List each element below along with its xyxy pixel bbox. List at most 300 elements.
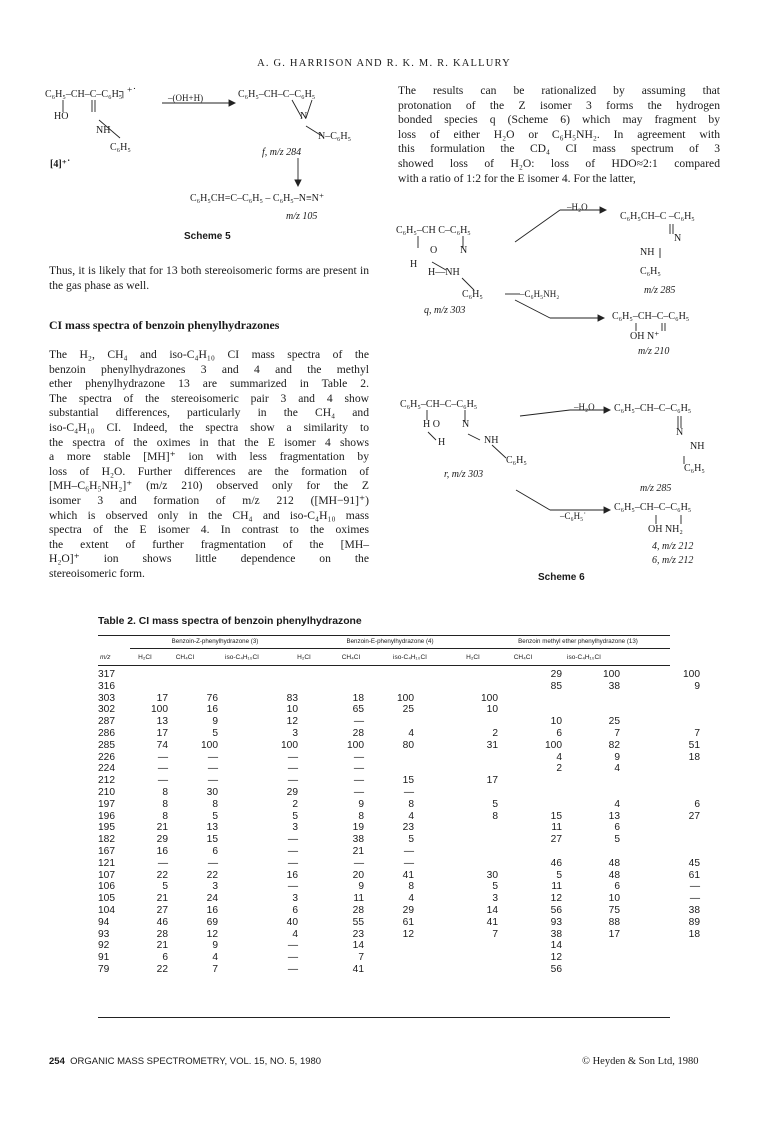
table-cell: [422, 858, 512, 870]
table-cell: 69: [206, 916, 218, 928]
table-cell: 29: [286, 786, 298, 798]
table-cell: 10: [486, 704, 498, 716]
left-para-2-line: isomer 3 and formation of m/z 212 ([MH−91]⁺): [49, 493, 369, 507]
table-cell: —: [403, 786, 414, 798]
scheme5-product-f-line1: C₆H₅–CH–C–C₆H₅: [238, 89, 316, 100]
table-cell: 30: [486, 869, 498, 881]
table-cell: 9: [694, 680, 700, 692]
table-column-header: m/z: [100, 654, 111, 661]
left-para-2-line: iso-C₄H₁₀ CI. Indeed, the spectra show a similarity to: [49, 420, 369, 434]
table-cell: 4: [292, 928, 298, 940]
scheme6-p212-line2: OH NH₂: [648, 524, 683, 535]
right-para-line: loss of either H₂O or C₆H₅NH₂. In agreement with: [398, 127, 720, 141]
table-cell: 14: [550, 940, 562, 952]
table-cell-mz: 104: [98, 904, 115, 916]
table-cell: [226, 669, 312, 681]
table-cell: 8: [408, 798, 414, 810]
table-cell: 100: [481, 692, 498, 704]
table-cell: —: [287, 963, 298, 975]
table-cell-mz: 92: [98, 940, 110, 952]
table-cell: 22: [156, 869, 168, 881]
table-cell: [422, 752, 512, 764]
footer-page-number: 254: [49, 1056, 65, 1067]
table-cell: [628, 846, 714, 858]
table-cell: —: [287, 940, 298, 952]
table-row: [98, 822, 714, 834]
right-para-line: showed loss of H₂O: loss of HDO≈2:1 compared: [398, 156, 720, 170]
table-cell: 16: [206, 904, 218, 916]
table-cell-mz: 106: [98, 881, 115, 893]
table-cell: 88: [608, 916, 620, 928]
scheme6-r-h: H: [438, 437, 446, 448]
table-cell-mz: 197: [98, 798, 115, 810]
scheme6-p210-line2: OH N⁺: [630, 331, 660, 342]
table-cell: 85: [550, 680, 562, 692]
table-row: [98, 952, 714, 964]
table-cell: 100: [545, 739, 562, 751]
table-cell: —: [353, 857, 364, 869]
right-para-line: protonation of the Z isomer 3 forms the hydrogen: [398, 98, 720, 112]
scheme6-arrow-c6h5nh2: –C₆H₅NH₂: [520, 289, 560, 299]
table-cell: 93: [550, 916, 562, 928]
table-cell: 5: [212, 727, 218, 739]
table-cell: 38: [688, 904, 700, 916]
table-row: [98, 704, 714, 716]
table-cell: —: [287, 834, 298, 846]
table-cell: 31: [486, 739, 498, 751]
scheme5-reactant-radical: ┐⁺˙: [119, 86, 137, 98]
table-cell: [512, 787, 570, 799]
table-row: [98, 763, 714, 775]
table-cell: 17: [156, 692, 168, 704]
table-column-header: iso-C₄H₁₀CI: [225, 654, 259, 661]
table-group-e: Benzoin-E-phenylhydrazone (4): [346, 638, 434, 645]
table-cell: [512, 704, 570, 716]
table-cell: —: [353, 716, 364, 728]
table-cell: 9: [212, 940, 218, 952]
table-cell: [570, 846, 628, 858]
table-cell: 17: [486, 775, 498, 787]
table-row: [98, 917, 714, 929]
table-cell: 21: [156, 822, 168, 834]
table-cell: 13: [206, 822, 218, 834]
table-cell: 4: [212, 952, 218, 964]
table-cell: 82: [608, 739, 620, 751]
scheme6-r-ho: H O: [423, 419, 440, 430]
table-cell: 74: [156, 739, 168, 751]
table-row: [98, 940, 714, 952]
scheme5-reactant-line1: C₆H₅–CH–C–C₆H₅: [45, 89, 123, 100]
table-cell: —: [287, 751, 298, 763]
footer-right: © Heyden & Son Ltd, 1980: [582, 1056, 699, 1067]
table-cell: [628, 940, 714, 952]
table-cell: 4: [614, 798, 620, 810]
table-cell: [372, 716, 422, 728]
table-cell: 12: [550, 893, 562, 905]
table-cell: 22: [206, 869, 218, 881]
table-cell: 25: [402, 704, 414, 716]
table-row: [98, 740, 714, 752]
table-cell: —: [353, 775, 364, 787]
table-cell: 22: [156, 963, 168, 975]
table-cell: 83: [286, 692, 298, 704]
table-cell: 20: [352, 869, 364, 881]
table-cell: 19: [352, 822, 364, 834]
left-para-2-line: stereoisomeric form.: [49, 566, 145, 580]
table-cell: 100: [347, 739, 364, 751]
table-cell-mz: 226: [98, 751, 115, 763]
table-cell: 29: [156, 834, 168, 846]
table-cell: 38: [608, 680, 620, 692]
table-cell-mz: 195: [98, 822, 115, 834]
table-cell: [422, 940, 512, 952]
table-cell: [130, 669, 176, 681]
table-cell: [512, 693, 570, 705]
scheme6-q-h: H: [410, 259, 418, 270]
table-cell-mz: 121: [98, 857, 115, 869]
table-cell: 2: [556, 763, 562, 775]
table-cell: 46: [550, 857, 562, 869]
table-cell: 3: [292, 893, 298, 905]
running-header: A. G. HARRISON AND R. K. M. R. KALLURY: [257, 58, 511, 69]
table-cell: —: [207, 775, 218, 787]
table-cell: [628, 704, 714, 716]
table-cell: [422, 669, 512, 681]
table-cell: [570, 693, 628, 705]
table-cell: 23: [402, 822, 414, 834]
table-cell: [176, 669, 226, 681]
table-cell: 10: [286, 704, 298, 716]
table-cell-mz: 302: [98, 704, 115, 716]
table-row: [98, 905, 714, 917]
table-cell: [422, 952, 512, 964]
right-para: [398, 84, 720, 186]
table-cell-mz: 224: [98, 763, 115, 775]
table-cell: —: [353, 751, 364, 763]
scheme6-title: Scheme 6: [538, 572, 585, 583]
table-cell: [570, 775, 628, 787]
section-title: CI mass spectra of benzoin phenylhydrazones: [49, 318, 280, 332]
table-cell: 28: [156, 928, 168, 940]
table-cell: 80: [402, 739, 414, 751]
scheme6-p285b-nh: NH: [690, 441, 705, 452]
table-cell: 7: [614, 727, 620, 739]
table-cell: 4: [614, 763, 620, 775]
table-cell: 41: [402, 869, 414, 881]
table-cell: 10: [608, 893, 620, 905]
table-cell: 9: [358, 881, 364, 893]
scheme6-p210-line1: C₆H₅–CH–C–C₆H₅: [612, 311, 690, 322]
table-cell: —: [157, 751, 168, 763]
table-group-z: Benzoin-Z-phenylhydrazone (3): [171, 638, 259, 645]
left-para-2-line: loss of H₂O. Further differences are the formation of: [49, 464, 369, 478]
table-cell: [570, 964, 628, 976]
table-cell: [422, 964, 512, 976]
table-cell-mz: 303: [98, 692, 115, 704]
table-cell: —: [157, 857, 168, 869]
scheme6-p285a-label: m/z 285: [644, 285, 676, 296]
table-cell: —: [353, 763, 364, 775]
table-row: [98, 787, 714, 799]
table-cell: 16: [286, 869, 298, 881]
table-cell: [422, 834, 512, 846]
table-cell: 38: [352, 834, 364, 846]
left-para-2-line: [MH–C₆H₅NH₂]⁺ (m/z 210) observed only for the Z: [49, 479, 369, 493]
right-para-line: this formulation the CD₄ CI mass spectrum of 3: [398, 142, 720, 156]
table-cell: [422, 822, 512, 834]
table-cell: [422, 787, 512, 799]
table-row: [98, 893, 714, 905]
table-cell: 28: [352, 904, 364, 916]
table-row: [98, 716, 714, 728]
table-cell: 6: [292, 904, 298, 916]
table-cell: 2: [292, 798, 298, 810]
table-cell: 8: [162, 810, 168, 822]
table-cell: —: [287, 763, 298, 775]
table-cell: 41: [486, 916, 498, 928]
table-cell: [570, 787, 628, 799]
table-cell: [372, 681, 422, 693]
scheme5-title: Scheme 5: [184, 231, 231, 242]
table-cell: 21: [156, 893, 168, 905]
table-cell-mz: 286: [98, 727, 115, 739]
scheme5-product-final: C₆H₅CH=C–C₆H₅ – C₆H₅–N≡N⁺: [190, 193, 325, 204]
table-cell: 3: [292, 727, 298, 739]
table-row: [98, 870, 714, 882]
table-cell: 14: [486, 904, 498, 916]
scheme5-product-f-n: N: [300, 111, 308, 122]
left-para-2-line: spectra of the E isomer 4. In contrast to the oximes: [49, 523, 369, 537]
table-cell: [628, 693, 714, 705]
table-cell: —: [287, 845, 298, 857]
table-cell-mz: 317: [98, 669, 115, 680]
table-cell: 48: [608, 857, 620, 869]
table-cell: 6: [614, 822, 620, 834]
scheme6-p285b-c6h5: C₆H₅: [684, 463, 705, 474]
table-cell: [628, 952, 714, 964]
table-cell: 4: [408, 727, 414, 739]
table-cell: 8: [492, 810, 498, 822]
table-cell: 6: [614, 881, 620, 893]
table-row: [98, 846, 714, 858]
table-cell-mz: 316: [98, 680, 115, 692]
table-cell: 40: [286, 916, 298, 928]
table-cell: 16: [156, 845, 168, 857]
scheme6-q-n: N: [460, 245, 468, 256]
table-cell: [372, 752, 422, 764]
table-row: [98, 881, 714, 893]
scheme6-q-c6h5: C₆H₅: [462, 289, 483, 300]
left-para-1: Thus, it is likely that for 13 both stereoisomeric forms are present in the gas phase as well.: [49, 264, 369, 292]
table-cell: 8: [162, 798, 168, 810]
table-cell: 30: [206, 786, 218, 798]
table-cell: 18: [688, 928, 700, 940]
table-cell: 3: [292, 822, 298, 834]
table-cell: [512, 846, 570, 858]
data-table: [98, 669, 714, 976]
table-cell: 4: [408, 810, 414, 822]
scheme5-reactant-nh: NH: [96, 125, 111, 136]
scheme6-p285a-line1: C₆H₅CH–C –C₆H₅: [620, 211, 695, 222]
scheme6-r-line1: C₆H₅–CH–C–C₆H₅: [400, 399, 478, 410]
table-cell: [422, 681, 512, 693]
table-cell: 7: [492, 928, 498, 940]
table-cell: 11: [551, 881, 562, 893]
table-cell: 7: [212, 963, 218, 975]
table-cell: [628, 787, 714, 799]
table-cell: 8: [162, 786, 168, 798]
table-cell: 17: [156, 727, 168, 739]
table-cell: 12: [286, 716, 298, 728]
table-cell: 28: [352, 727, 364, 739]
table-cell: 5: [614, 834, 620, 846]
scheme6-r-c6h5: C₆H₅: [506, 455, 527, 466]
table-cell: [226, 681, 312, 693]
table-cell: 56: [550, 904, 562, 916]
table-cell: 100: [281, 739, 298, 751]
table-cell: 12: [402, 928, 414, 940]
table-cell: 29: [402, 904, 414, 916]
table-cell: 27: [688, 810, 700, 822]
table-cell: [512, 799, 570, 811]
table-cell: —: [287, 881, 298, 893]
table-cell: 100: [603, 669, 620, 680]
table-cell: [312, 669, 372, 681]
scheme6-q-label: q, m/z 303: [424, 305, 466, 316]
table-cell: 24: [206, 893, 218, 905]
table-cell: [628, 763, 714, 775]
table-row: [98, 669, 714, 681]
scheme6-q-line1: C₆H₅–CH C–C₆H₅: [396, 225, 471, 236]
table-group-methyl: Benzoin methyl ether phenylhydrazone (13): [518, 638, 638, 645]
table-cell: [570, 952, 628, 964]
table-cell: 5: [492, 798, 498, 810]
table-cell-mz: 285: [98, 739, 115, 751]
table-cell: 65: [352, 704, 364, 716]
scheme6-arrow-h2o: –H₂O: [567, 202, 588, 212]
table-cell: [628, 834, 714, 846]
table-cell: 6: [694, 798, 700, 810]
table-cell-mz: 167: [98, 845, 115, 857]
table-cell: 89: [688, 916, 700, 928]
table-row: [98, 929, 714, 941]
table-cell: 6: [556, 727, 562, 739]
table-cell: 51: [688, 739, 700, 751]
table-cell: 100: [397, 692, 414, 704]
scheme6-p285b-line1: C₆H₅–CH–C–C₆H₅: [614, 403, 692, 414]
table-cell: 18: [688, 751, 700, 763]
left-para-2-line: H₂O]⁺ ion shows little dependence on the: [49, 552, 369, 566]
scheme6-p210-label: m/z 210: [638, 346, 670, 357]
scheme6-arrow2-c6h5: –C₆H₅˙: [560, 511, 587, 521]
table-cell: 13: [608, 810, 620, 822]
table-column-header: iso-C₄H₁₀CI: [567, 654, 601, 661]
table-cell: 12: [550, 952, 562, 964]
left-para-2-line: which is observed only in the CH₄ and iso-C₄H₁₀ mass: [49, 508, 369, 522]
table-cell: 38: [550, 928, 562, 940]
table-cell-mz: 79: [98, 963, 110, 975]
table-cell: —: [207, 763, 218, 775]
table-cell: 8: [408, 881, 414, 893]
table-cell: 23: [352, 928, 364, 940]
table-cell: 6: [212, 845, 218, 857]
scheme6-r-n: N: [462, 419, 470, 430]
table-cell: [570, 704, 628, 716]
table-cell: [176, 681, 226, 693]
left-para-2-line: the spectra of the oximes in that the E isomer 4 shows: [49, 435, 369, 449]
table-column-header: H₂CI: [466, 654, 480, 661]
table-cell: 9: [212, 716, 218, 728]
table-cell: 5: [212, 810, 218, 822]
table-cell: 76: [206, 692, 218, 704]
table-row: [98, 752, 714, 764]
table-cell: 7: [358, 952, 364, 964]
table-cell: 100: [151, 704, 168, 716]
footer-journal: ORGANIC MASS SPECTROMETRY, VOL. 15, NO. 5, 1980: [70, 1056, 322, 1067]
table-cell: 9: [614, 751, 620, 763]
table-column-header: CH₄CI: [341, 654, 361, 661]
table-column-header: CH₄CI: [513, 654, 533, 661]
table-cell: [130, 681, 176, 693]
table-row: [98, 775, 714, 787]
right-para-line: bonded species q (Scheme 6) which may fragment by: [398, 113, 720, 127]
table-top-rule: [98, 635, 670, 636]
table-cell: [372, 952, 422, 964]
table-cell: —: [207, 857, 218, 869]
table-cell: 11: [551, 822, 562, 834]
table-cell: —: [403, 857, 414, 869]
table-cell: —: [287, 775, 298, 787]
table-group-rule: [130, 648, 670, 649]
table-cell: —: [287, 857, 298, 869]
table-cell-mz: 105: [98, 893, 115, 905]
left-para-2-line: a more stable [MH]⁺ ion with less fragmentation by: [49, 450, 369, 464]
table-cell: 21: [352, 845, 364, 857]
table-cell: 15: [550, 810, 562, 822]
table-cell-mz: 287: [98, 716, 115, 728]
table-cell: [422, 763, 512, 775]
table-cell: [372, 940, 422, 952]
table-cell: 5: [556, 869, 562, 881]
table-cell: [628, 822, 714, 834]
table-cell-mz: 196: [98, 810, 115, 822]
scheme5-product-f-label: f, m/z 284: [262, 147, 302, 158]
table-cell: 45: [688, 857, 700, 869]
table-cell: 3: [492, 893, 498, 905]
right-para-line: The results can be rationalized by assuming that: [398, 84, 720, 97]
table-cell: 100: [683, 669, 700, 680]
table-cell: 75: [608, 904, 620, 916]
scheme5-product-final-label: m/z 105: [286, 211, 318, 222]
table-cell: 29: [550, 669, 562, 680]
table-cell: 9: [358, 798, 364, 810]
table-column-header: CH₄CI: [175, 654, 195, 661]
table-cell: 48: [608, 869, 620, 881]
table-cell: 15: [206, 834, 218, 846]
table-row: [98, 728, 714, 740]
table-title: Table 2. CI mass spectra of benzoin phenylhydrazone: [98, 616, 362, 627]
table-cell: —: [157, 775, 168, 787]
table-cell: 6: [162, 952, 168, 964]
table-cell: 56: [550, 963, 562, 975]
scheme6-p212-label2: 6, m/z 212: [652, 555, 694, 566]
table-cell: 7: [694, 727, 700, 739]
table-cell: 8: [212, 798, 218, 810]
table-cell: —: [689, 881, 700, 893]
table-cell-mz: 210: [98, 786, 115, 798]
left-para-2-line: ether phenylhydrazone 13 are summarized in Table 2.: [49, 377, 369, 391]
table-cell: —: [287, 952, 298, 964]
